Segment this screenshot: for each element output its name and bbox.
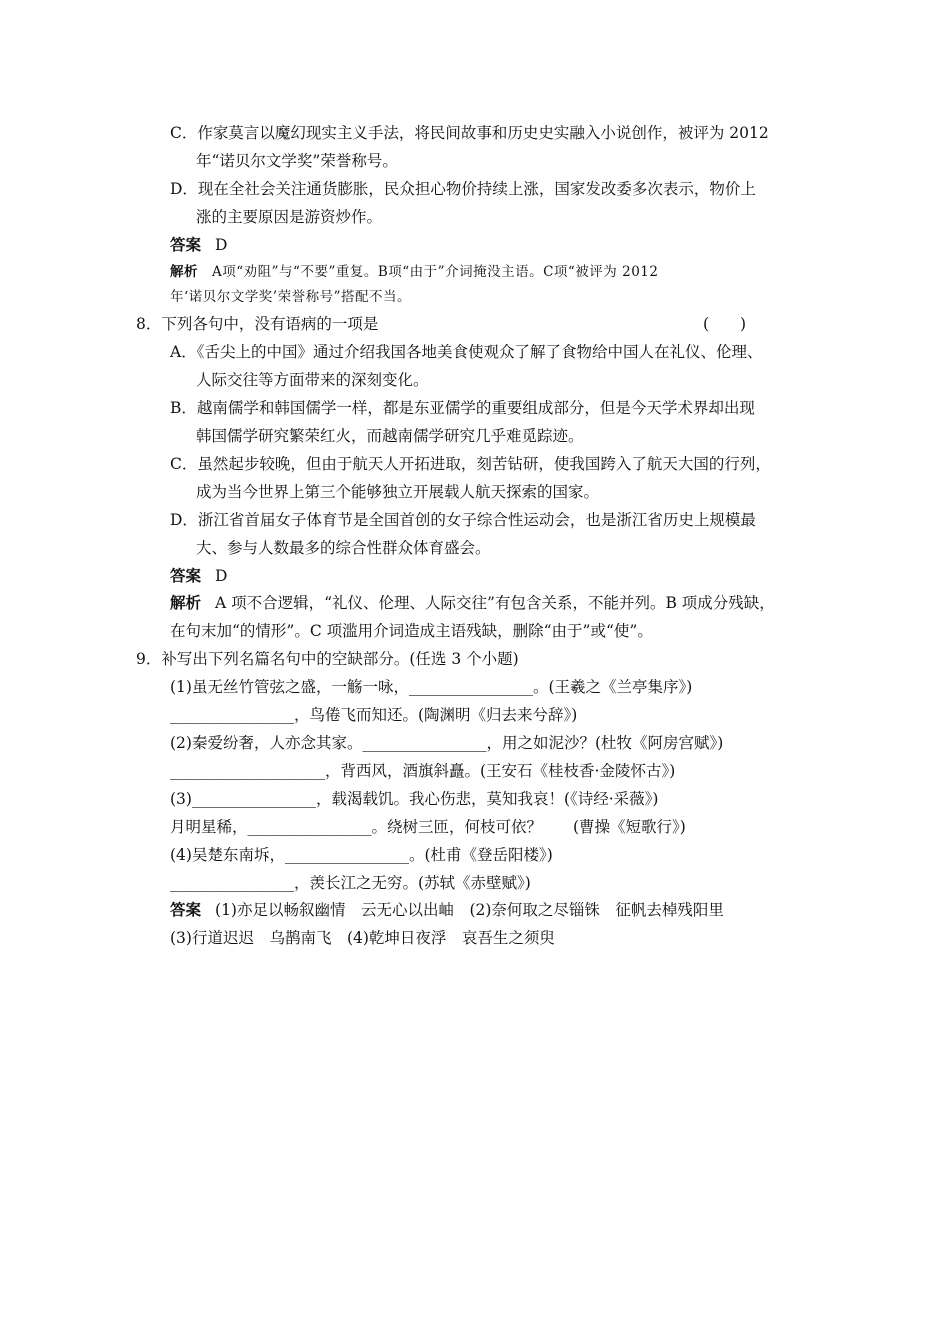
q7-answer-label: 答案 bbox=[170, 235, 202, 254]
q7-analysis-line1 bbox=[170, 261, 658, 283]
q7-option-c-line2: 年“诺贝尔文学奖”荣誉称号。 bbox=[196, 152, 398, 170]
q8-analysis-text1: A 项不合逻辑，“礼仪、伦理、人际交往”有包含关系，不能并列。B 项成分残缺， bbox=[215, 594, 775, 612]
q9-answer-label: 答案 bbox=[170, 900, 202, 919]
q7-analysis-line2: 年‘诺贝尔文学奖’荣誉称号”搭配不当。 bbox=[170, 289, 411, 305]
q7-analysis-text1: A项“劝阻”与“不要”重复。B项“由于”介词掩没主语。C项“被评为 2012 bbox=[212, 264, 659, 280]
q8-option-a-line1: A．《舌尖上的中国》通过介绍我国各地美食使观众了解了食物给中国人在礼仪、伦理、 bbox=[170, 343, 763, 361]
q9-item1-line2: ________________，鸟倦飞而知还。(陶渊明《归去来兮辞》) bbox=[170, 706, 578, 724]
q8-answer-value: D bbox=[215, 567, 228, 585]
q8-answer-paren: ( ) bbox=[703, 315, 747, 333]
q7-answer-value: D bbox=[215, 236, 228, 254]
q9-item3-line1: (3)________________，载渴载饥。我心伤悲，莫知我哀！(《诗经·采薇》) bbox=[170, 790, 659, 808]
q7-analysis-label: 解析 bbox=[170, 264, 198, 280]
q8-analysis-line1 bbox=[170, 592, 775, 614]
q8-analysis-label: 解析 bbox=[170, 593, 202, 612]
q8-option-b-line1: B．越南儒学和韩国儒学一样，都是东亚儒学的重要组成部分，但是今天学术界却出现 bbox=[170, 399, 755, 417]
q7-option-c-line1: C．作家莫言以魔幻现实主义手法，将民间故事和历史史实融入小说创作，被评为 2012 bbox=[170, 124, 769, 142]
q8-option-a-line2: 人际交往等方面带来的深刻变化。 bbox=[196, 371, 429, 389]
q7-option-d-line1: D．现在全社会关注通货膨胀，民众担心物价持续上涨，国家发改委多次表示，物价上 bbox=[170, 180, 756, 198]
q8-stem: 8．下列各句中，没有语病的一项是 bbox=[136, 315, 379, 333]
q9-answer-line1 bbox=[170, 899, 724, 921]
q9-item1-line1: (1)虽无丝竹管弦之盛，一觞一咏，________________。(王羲之《兰亭集序》) bbox=[170, 678, 693, 696]
q8-option-b-line2: 韩国儒学研究繁荣红火，而越南儒学研究几乎难觅踪迹。 bbox=[196, 427, 584, 445]
q9-answer-line2: (3)行道迟迟 乌鹊南飞 (4)乾坤日夜浮 哀吾生之须臾 bbox=[170, 929, 555, 947]
q8-option-c-line1: C．虽然起步较晚，但由于航天人开拓进取，刻苦钻研，使我国跨入了航天大国的行列， bbox=[170, 455, 771, 473]
q8-option-d-line1: D．浙江省首届女子体育节是全国首创的女子综合性运动会，也是浙江省历史上规模最 bbox=[170, 511, 756, 529]
q7-option-d-line2: 涨的主要原因是游资炒作。 bbox=[196, 208, 383, 226]
q9-item4-line1: (4)吴楚东南坼，________________。(杜甫《登岳阳楼》) bbox=[170, 846, 553, 864]
q7-answer bbox=[170, 234, 227, 256]
q8-answer bbox=[170, 565, 227, 587]
q9-answer-text1: (1)亦足以畅叙幽情 云无心以出岫 (2)奈何取之尽锱铢 征帆去棹残阳里 bbox=[215, 901, 724, 919]
q9-stem: 9．补写出下列名篇名句中的空缺部分。(任选 3 个小题) bbox=[136, 650, 519, 668]
q8-analysis-line2: 在句末加“的情形”。C 项滥用介词造成主语残缺，删除“由于”或“使”。 bbox=[170, 622, 653, 640]
q8-option-c-line2: 成为当今世界上第三个能够独立开展载人航天探索的国家。 bbox=[196, 483, 600, 501]
q9-item3-line2: 月明星稀，________________。绕树三匝，何枝可依？ (曹操《短歌行》) bbox=[170, 818, 686, 836]
q9-item2-line2: ____________________，背西风，酒旗斜矗。(王安石《桂枝香·金陵怀古》) bbox=[170, 762, 676, 780]
q9-item4-line2: ________________，羡长江之无穷。(苏轼《赤壁赋》) bbox=[170, 874, 531, 892]
q8-answer-label: 答案 bbox=[170, 566, 202, 585]
q9-item2-line1: (2)秦爱纷奢，人亦念其家。________________，用之如泥沙？(杜牧《阿房宫赋》) bbox=[170, 734, 724, 752]
q8-option-d-line2: 大、参与人数最多的综合性群众体育盛会。 bbox=[196, 539, 491, 557]
